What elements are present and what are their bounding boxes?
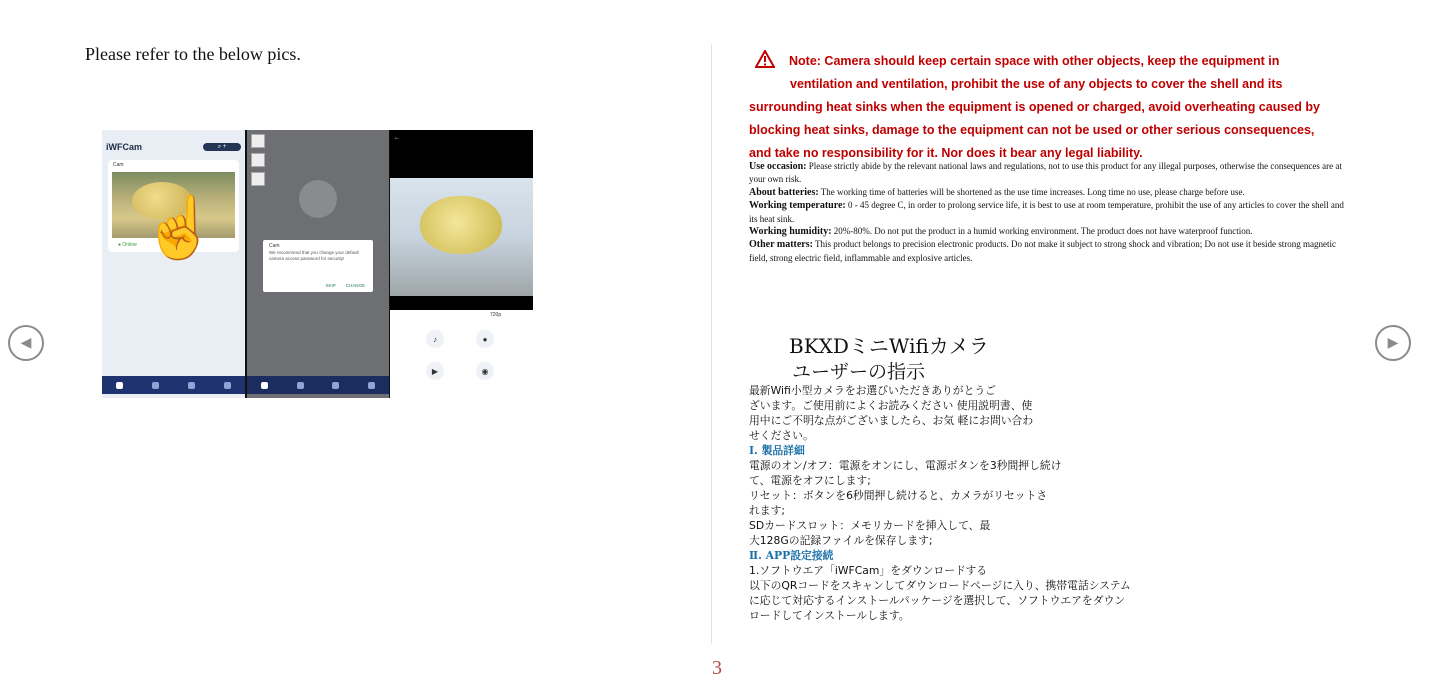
page-divider	[711, 44, 712, 644]
chevron-left-icon: ◀	[20, 335, 32, 351]
jp-subtitle: ユーザーの指示	[792, 361, 926, 383]
note-humidity: Working humidity: 20%-80%. Do not put the product in a humid working environment. The product does not have waterproof function.	[749, 226, 1253, 238]
camera-card-title: Cam	[113, 162, 124, 168]
record-icon: ▶	[426, 362, 444, 380]
app-screenshots	[102, 130, 533, 398]
chevron-right-icon: ▶	[1387, 335, 1399, 351]
search-add-pill: ⌕ +	[203, 143, 241, 151]
page-number: 3	[712, 657, 722, 679]
tap-hand-icon: ☝	[142, 195, 217, 261]
jp-title: BKXDミニWifiカメラ	[789, 334, 989, 358]
section-heading-2: Ⅱ. APP設定接続	[749, 549, 834, 562]
section-heading-1: Ⅰ. 製品詳細	[749, 444, 805, 457]
bottom-nav	[102, 376, 245, 394]
screenshot-live-view	[390, 130, 533, 398]
screenshot-password-dialog	[247, 130, 389, 398]
note-use-occasion: Use occasion: Please strictly abide by the relevant national laws and regulations, not to use this product for any illegal purposes, otherwise the consequences are at your own risk.	[749, 161, 1342, 185]
note-temperature: Working temperature: 0 - 45 degree C, in order to prolong service life, it is best to use at room temperature, prohibit the use of any articles to cover the shell and its heat sink.	[749, 200, 1344, 224]
camera-avatar	[299, 180, 337, 218]
back-arrow-icon: ←	[390, 130, 533, 146]
jp-body: 最新Wifi小型カメラをお選びいただきありがとうご ざいます。ご使用前によくお読みください 使用説明書、使 用中にご不明な点がございましたら、お気 軽にお問い合わ せください。 Ⅰ. 製品詳細 電源のオン/オフ：電源をオンにし、電源ボタンを3秒間押し続け て、電源をオフにします; リセット：ボタンを6秒間押し続けると、カメラがリセットさ れます; SDカードスロット：メモリカードを挿入して、最 大128Gの記録ファイルを保存します; Ⅱ. APP設定接続 1.ソフトウエア「iWFCam」をダウンロードする 以下のQRコードをスキャンしてダウンロードページに入り、携帯電話システム に応じて対応するインストールパッケージを選択して、ソフトウエアをダウン ロードしてインストールします。	[749, 383, 1159, 623]
bottom-nav	[247, 376, 389, 394]
resolution-select: 720p	[490, 312, 502, 318]
mic-icon: ●	[476, 330, 494, 348]
app-name: iWFCam	[106, 142, 142, 152]
intro-text: Please refer to the below pics.	[85, 44, 301, 64]
qr-icon	[251, 134, 265, 148]
magnifier-icon	[251, 153, 265, 167]
skip-button: SKIP	[325, 283, 336, 288]
online-status: ● Online	[118, 242, 137, 248]
note-batteries: About batteries: The working time of batteries will be shortened as the use time increases. Long time no use, please charge before use.	[749, 186, 1245, 198]
prev-page-button[interactable]	[8, 325, 44, 361]
live-video	[390, 178, 533, 296]
next-page-button[interactable]	[1375, 325, 1411, 361]
password-dialog: Cam We recommend that you change your default camera access password for security! SKIP CHANGE	[263, 240, 373, 292]
note-other: Other matters: This product belongs to precision electronic products. Do not make it subject to strong shock and vibration; Do not use it beside strong magnetic field, strong electric field, inflammable and explosive articles.	[749, 239, 1336, 263]
warning-note: Note: Camera should keep certain space with other objects, keep the equipment in ventilation and ventilation, prohibit the use of any objects to cover the shell and its surrounding heat sinks when the equipment is opened or charged, avoid overheating caused by blocking heat sinks, damage to the equipment can not be used or other serious consequences, and take no responsibility for it. Nor does it bear any legal liability.	[749, 50, 1349, 165]
side-toolbar	[251, 134, 265, 186]
snapshot-icon: ◉	[476, 362, 494, 380]
speaker-icon: ♪	[426, 330, 444, 348]
warning-triangle-icon	[755, 50, 775, 68]
printer-icon	[251, 172, 265, 186]
change-button: CHANGE	[345, 283, 365, 288]
screenshot-device-list	[102, 130, 245, 398]
usage-notes	[749, 160, 1345, 264]
